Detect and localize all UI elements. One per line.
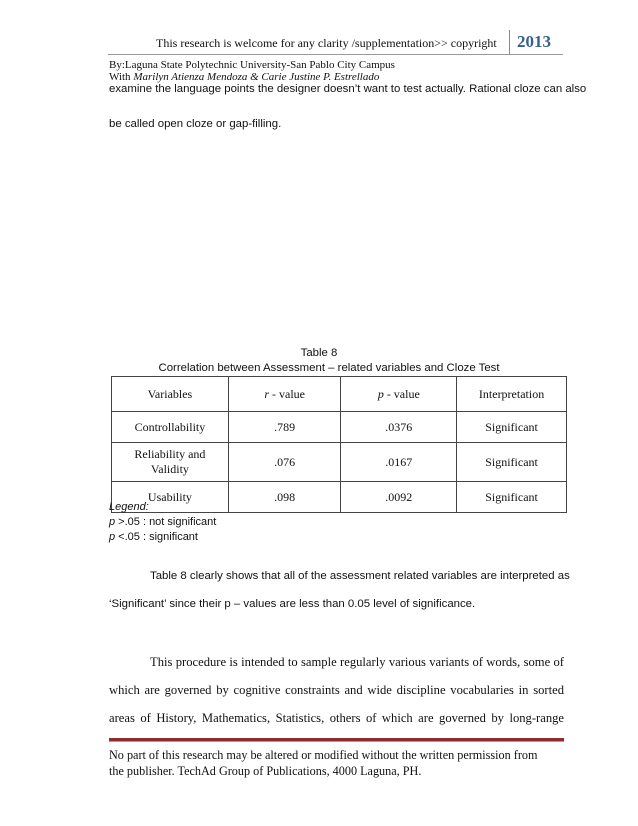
- cell-r-value: .076: [228, 443, 341, 482]
- running-title: This research is welcome for any clarity /supplementation>> copyright: [156, 36, 497, 50]
- byline: [109, 59, 395, 83]
- legend-text: <.05 : significant: [115, 531, 198, 543]
- byline-institution: By:Laguna State Polytechnic University-San Pablo City Campus: [109, 59, 395, 71]
- paragraph-line: ‘Significant’ since their p – values are less than 0.05 level of significance.: [109, 598, 476, 610]
- header-p-label: - value: [383, 386, 420, 401]
- cell-r-value: .098: [228, 482, 341, 513]
- table-caption: Correlation between Assessment – related variables and Cloze Test: [158, 362, 500, 374]
- table-row: [112, 443, 567, 482]
- paragraph-line: areas of History, Mathematics, Statistics, others of which are governed by long-range: [109, 711, 564, 725]
- table-number: Table 8: [300, 347, 338, 359]
- paragraph-line: which are governed by cognitive constraints and wide discipline vocabularies in sorted: [109, 683, 564, 697]
- legend-p-symbol: p: [109, 531, 116, 543]
- cell-r-value: .789: [228, 412, 341, 443]
- cell-p-value: .0167: [341, 443, 457, 482]
- header-r-symbol: r: [264, 386, 269, 401]
- paragraph-line: examine the language points the designer doesn’t want to test actually. Rational cloze can also: [109, 83, 587, 95]
- cell-variable: Controllability: [112, 412, 229, 443]
- byline-authors: Marilyn Atienza Mendoza & Carie Justine P. Estrellado: [133, 71, 380, 83]
- header-divider: [108, 54, 563, 55]
- cell-variable-line: Reliability and: [134, 447, 206, 461]
- footer-notice: [109, 747, 537, 779]
- header-p-symbol: p: [377, 386, 384, 401]
- footer-line: the publisher. TechAd Group of Publications, 4000 Laguna, PH.: [109, 764, 422, 778]
- legend-title-text: Legend:: [109, 501, 149, 513]
- cell-interpretation: Significant: [457, 443, 567, 482]
- byline-with: With: [109, 71, 134, 83]
- cell-p-value: .0092: [341, 482, 457, 513]
- legend-p-symbol: p: [109, 516, 116, 528]
- header-variables: Variables: [112, 377, 229, 412]
- header-p-value: [341, 377, 457, 412]
- cell-variable: [112, 443, 229, 482]
- cell-p-value: .0376: [341, 412, 457, 443]
- cell-variable-line: Validity: [150, 462, 189, 476]
- header-year: 2013: [509, 30, 561, 54]
- legend-item: [109, 530, 216, 545]
- legend-title: [109, 500, 216, 515]
- legend-text: >.05 : not significant: [115, 516, 217, 528]
- header-r-value: [228, 377, 341, 412]
- paragraph-line: Table 8 clearly shows that all of the assessment related variables are interpreted as: [150, 570, 570, 582]
- cell-interpretation: Significant: [457, 412, 567, 443]
- legend-item: [109, 515, 216, 530]
- paragraph-line: be called open cloze or gap-filling.: [109, 118, 282, 130]
- table-row: [112, 412, 567, 443]
- footer-divider: [109, 738, 564, 742]
- table-legend: [109, 500, 216, 545]
- cell-variable: Usability: [112, 482, 229, 513]
- cell-interpretation: Significant: [457, 482, 567, 513]
- paragraph-line: This procedure is intended to sample regularly various variants of words, some of: [150, 655, 564, 669]
- header-r-label: - value: [269, 386, 305, 401]
- table-header-row: [112, 377, 567, 412]
- byline-authors-line: [109, 71, 395, 83]
- correlation-table: [111, 376, 567, 513]
- header-interpretation: Interpretation: [457, 377, 567, 412]
- footer-line: No part of this research may be altered or modified without the written permission from: [109, 748, 538, 762]
